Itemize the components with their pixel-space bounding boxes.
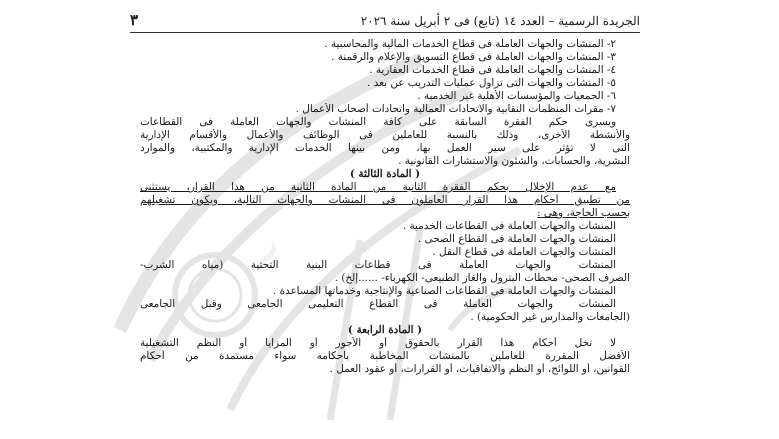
text-line-content: مع عدم الإخلال بحكم الفقرة الثانية من المادة الثانية من هذا القرار، يستثنى xyxy=(140,181,616,193)
text-line-content: من تطبيق أحكام هذا القرار العاملون فى المنشآت والجهات التالية، ويكون تشغيلهم xyxy=(140,194,630,206)
text-line-content: التى لا تؤثر على سير العمل بها، ومن بينها الخدمات الإدارية والمكتبية، والموارد xyxy=(140,142,630,154)
text-line-content: البشرية، والحسابات، والشئون والاستشارات القانونية . xyxy=(398,155,630,167)
text-line-content: المنشآت والجهات العاملة فى القطاعات الصناعية والإنتاجية وخدماتها المساعدة . xyxy=(272,285,616,297)
text-line xyxy=(140,155,630,168)
article-heading xyxy=(140,168,630,181)
text-line xyxy=(140,64,630,77)
article-heading-text: ( المادة الرابعة ) xyxy=(347,324,423,336)
text-line xyxy=(140,116,630,129)
article-heading xyxy=(140,324,630,337)
text-line-content: الأفضل المقررة للعاملين بالمنشآت المخاطبة بأحكامه سواء مستمدة من أحكام xyxy=(140,350,630,362)
text-line-content: ٣- المنشآت والجهات العاملة فى قطاع التسويق والإعلام والرقمنة . xyxy=(331,51,616,63)
text-line-content: لا تخل أحكام هذا القرار بالحقوق أو الأجور أو المزايا أو النظم التشغيلية xyxy=(140,337,616,349)
text-line xyxy=(140,129,630,142)
watermark-glyphs: ~ xyxy=(232,225,300,288)
text-line xyxy=(140,142,630,155)
text-line xyxy=(140,311,630,324)
text-line xyxy=(140,233,630,246)
text-line xyxy=(140,194,630,207)
text-line-content: الصرف الصحى- محطات البترول والغاز الطبيعى- الكهرباء- ......إلخ) . xyxy=(334,272,630,284)
text-line xyxy=(140,337,630,350)
page-header xyxy=(130,8,640,34)
article-heading-text: ( المادة الثالثة ) xyxy=(349,168,421,180)
text-line-content: ٢- المنشآت والجهات العاملة فى قطاع الخدمات المالية والمحاسبية . xyxy=(324,38,616,50)
text-line-content: ٦- الجمعيات والمؤسسات الأهلية غير الخدمية . xyxy=(417,90,616,102)
text-line xyxy=(140,207,630,220)
body-text xyxy=(140,38,630,376)
text-line-content: المنشآت والجهات العاملة فى القطاعات الخدمية . xyxy=(402,220,616,232)
gazette-title: الجريدة الرسمية – العدد ١٤ (تابع) فى ٢ أبريل سنة ٢٠٢٦ xyxy=(360,14,640,28)
text-line-content: المنشآت والجهات العاملة فى قطاعات البنية التحتية (مياه الشرب- xyxy=(140,259,616,271)
text-line-content: ٥- المنشآت والجهات التى تزاول عمليات التدريب عن بعد . xyxy=(367,77,616,89)
text-line xyxy=(140,285,630,298)
text-line-content: بحسب الحاجة، وهى : xyxy=(537,207,630,219)
text-line xyxy=(140,51,630,64)
text-line-content: القوانين، أو اللوائح، أو النظم والاتفاقيات، أو القرارات، أو عقود العمل . xyxy=(329,363,630,375)
text-line xyxy=(140,38,630,51)
text-line xyxy=(140,259,630,272)
text-line xyxy=(140,246,630,259)
text-line-content: ويسرى حكم الفقرة السابقة على كافة المنشآت والجهات العاملة فى القطاعات xyxy=(140,116,616,128)
text-line xyxy=(140,272,630,285)
header-rule xyxy=(130,32,640,33)
text-line xyxy=(140,90,630,103)
text-line-content: المنشآت والجهات العاملة فى القطاع الصحى . xyxy=(417,233,616,245)
text-line-content: ٧- مقرات المنظمات النقابية والاتحادات العمالية واتحادات أصحاب الأعمال . xyxy=(295,103,616,115)
text-line-content: (الجامعات والمدارس غير الحكومية) . xyxy=(470,311,630,323)
text-line xyxy=(140,77,630,90)
text-line xyxy=(140,350,630,363)
text-line-content: والأنشطة الأخرى، وذلك بالنسبة للعاملين فى الوظائف والأعمال والأقسام الإدارية xyxy=(140,129,630,141)
text-line-content: المنشآت والجهات العاملة فى قطاع النقل . xyxy=(432,246,616,258)
text-line xyxy=(140,363,630,376)
page-number: ٣ xyxy=(130,11,139,29)
text-line xyxy=(140,181,630,194)
text-line xyxy=(140,220,630,233)
text-line xyxy=(140,298,630,311)
text-line xyxy=(140,103,630,116)
text-line-content: المنشآت والجهات العاملة فى القطاع التعليمى الجامعى وقبل الجامعى xyxy=(140,298,616,310)
text-line-content: ٤- المنشآت والجهات العاملة فى قطاع الخدمات العقارية . xyxy=(369,64,616,76)
